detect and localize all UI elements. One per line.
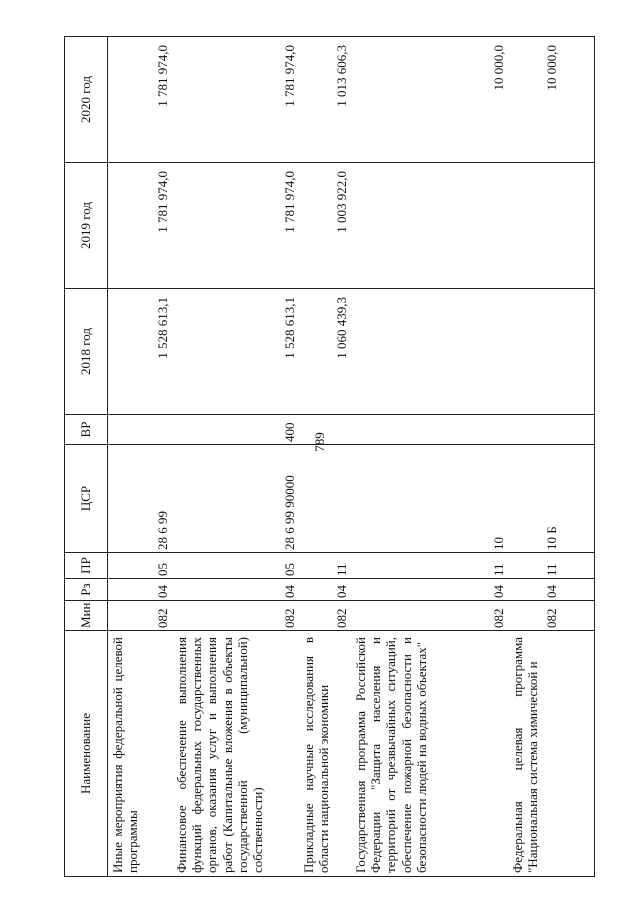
row-2019: 1 781 974,0 (172, 163, 299, 289)
table-row (108, 37, 173, 877)
header-2019: 2019 год (65, 163, 108, 289)
budget-table (64, 36, 595, 877)
row-2019 (351, 163, 508, 289)
row-min: 082 (172, 601, 299, 631)
header-vr: ВР (65, 415, 108, 445)
table-header-row (65, 37, 108, 877)
table-row (351, 37, 508, 877)
table-row (299, 37, 351, 877)
header-name: Наименование (65, 631, 108, 877)
row-2018 (351, 289, 508, 415)
table-row (508, 37, 595, 877)
row-name: Иные мероприятия федеральной целевой программы (108, 631, 173, 877)
row-pr: 11 (299, 553, 351, 579)
row-csr: 10 Б (508, 445, 595, 553)
rotated-table-canvas (64, 37, 592, 877)
row-min: 082 (299, 601, 351, 631)
header-min: Мин (65, 601, 108, 631)
row-2020: 1 781 974,0 (108, 37, 173, 163)
row-rz: 04 (172, 579, 299, 601)
row-2020: 10 000,0 (508, 37, 595, 163)
row-2019: 1 781 974,0 (108, 163, 173, 289)
header-2020: 2020 год (65, 37, 108, 163)
row-name: Прикладные научные исследования в области национальной экономики (299, 631, 351, 877)
header-2018: 2018 год (65, 289, 108, 415)
row-pr: 05 (172, 553, 299, 579)
row-vr (508, 415, 595, 445)
row-name: Федеральная целевая программа "Национальная система химической и (508, 631, 595, 877)
row-csr: 28 6 99 (108, 445, 173, 553)
row-vr (299, 415, 351, 445)
row-min: 082 (108, 601, 173, 631)
row-2019 (508, 163, 595, 289)
row-2018: 1 528 613,1 (108, 289, 173, 415)
table-row (172, 37, 299, 877)
row-2019: 1 003 922,0 (299, 163, 351, 289)
row-csr: 28 6 99 90000 (172, 445, 299, 553)
row-vr (351, 415, 508, 445)
row-pr: 11 (508, 553, 595, 579)
row-rz: 04 (508, 579, 595, 601)
row-min: 082 (508, 601, 595, 631)
row-pr: 05 (108, 553, 173, 579)
row-csr (299, 445, 351, 553)
row-pr: 11 (351, 553, 508, 579)
row-rz: 04 (299, 579, 351, 601)
row-2020: 1 013 606,3 (299, 37, 351, 163)
row-2020: 1 781 974,0 (172, 37, 299, 163)
row-rz: 04 (108, 579, 173, 601)
header-rz: Рз (65, 579, 108, 601)
header-csr: ЦСР (65, 445, 108, 553)
row-csr: 10 (351, 445, 508, 553)
row-rz: 04 (351, 579, 508, 601)
row-2018: 1 528 613,1 (172, 289, 299, 415)
row-name: Финансовое обеспечение выполнения функций федеральных государственных органов, оказания услуг и выполнения работ (Капитальные вложения в объекты государственной (муниципальной) собственности) (172, 631, 299, 877)
row-2018 (508, 289, 595, 415)
row-vr: 400 (172, 415, 299, 445)
row-min: 082 (351, 601, 508, 631)
header-pr: ПР (65, 553, 108, 579)
row-2018: 1 060 439,3 (299, 289, 351, 415)
row-vr (108, 415, 173, 445)
page-number-text: 789 (312, 432, 327, 452)
row-2020: 10 000,0 (351, 37, 508, 163)
row-name: Государственная программа Российской Федерации "Защита населения и территорий от чрезвычайных ситуаций, обеспечение пожарной безопасности и безопасности людей на водных объектах" (351, 631, 508, 877)
